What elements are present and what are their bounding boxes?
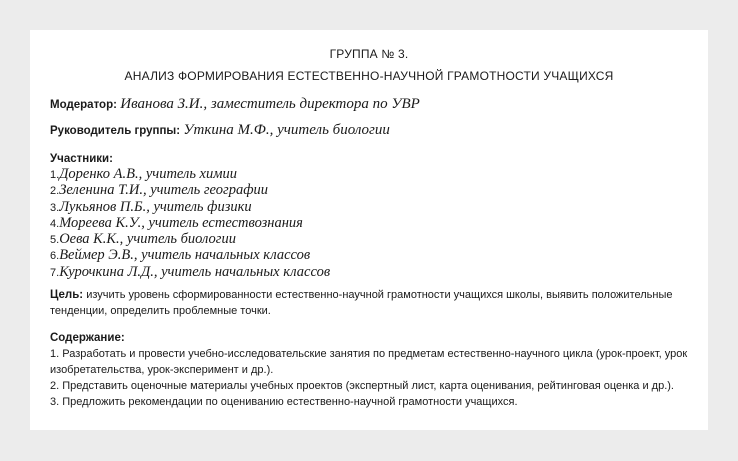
section-title: АНАЛИЗ ФОРМИРОВАНИЯ ЕСТЕСТВЕННО-НАУЧНОЙ ГРАМОТНОСТИ УЧАЩИХСЯ [124,69,614,83]
content-list [50,346,688,410]
content-heading: Содержание: [50,332,125,345]
participants-list [50,167,688,281]
leader-row [50,122,688,140]
list-item: 1. Разработать и провести учебно-исследовательские занятия по предметам естественно-научного цикла (урок-проект, урок изобретательства, урок-эксперимент и др.). [50,348,688,377]
list-item: 2. Представить оценочные материалы учебных проектов (экспертный лист, карта оценивания, рейтинговая оценка и др.). [50,380,674,393]
list-item: 7.Курочкина Л.Д., учитель начальных классов [50,263,331,280]
participants-heading: Участники: [50,153,113,165]
list-item: 2.Зеленина Т.И., учитель географии [50,182,268,199]
leader-label: Руководитель группы: [50,125,181,137]
list-item: 5.Оева К.К., учитель биологии [50,231,236,248]
moderator-row [50,96,688,114]
moderator-value: Иванова З.И., заместитель директора по УВР [120,96,420,112]
list-item: 3.Лукьянов П.Б., учитель физики [50,198,252,215]
document-card [30,30,708,430]
list-item: 1.Доренко А.В., учитель химии [50,166,237,182]
goal-text: изучить уровень сформированности естественно-научной грамотности учащихся школы, выявить положительные тенденции, определить проблемные точки. [50,289,673,318]
leader-value: Уткина М.Ф., учитель биологии [183,122,390,138]
list-item: 4.Мореева К.У., учитель естествознания [50,214,303,231]
group-title: ГРУППА № 3. [329,47,409,61]
list-item: 6.Веймер Э.В., учитель начальных классов [50,247,311,264]
goal-paragraph [50,287,688,319]
goal-label: Цель: [50,289,84,302]
moderator-label: Модератор: [50,99,117,111]
list-item: 3. Предложить рекомендации по оцениванию естественно-научной грамотности учащихся. [50,396,518,409]
